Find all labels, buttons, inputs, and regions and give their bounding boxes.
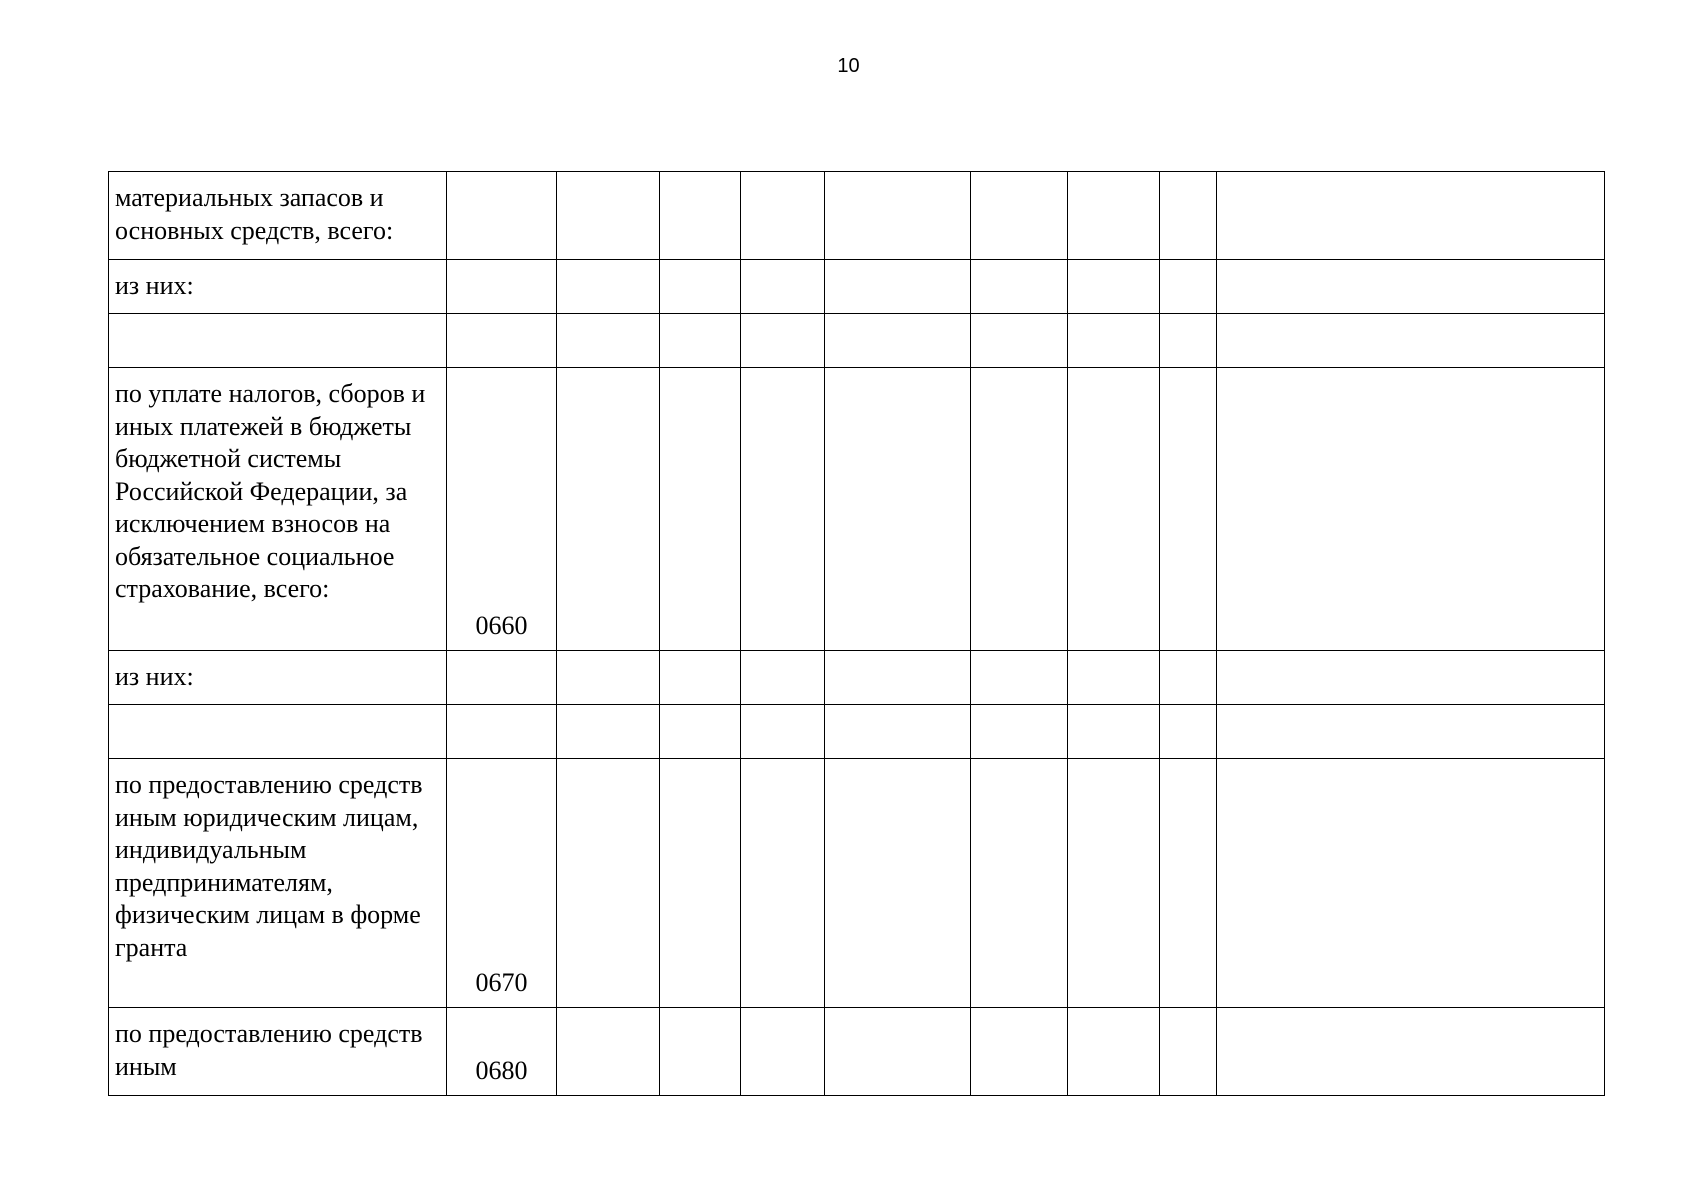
table-cell: [557, 368, 660, 651]
table-cell: [1217, 705, 1605, 759]
table-cell: [971, 314, 1068, 368]
table-cell: [660, 705, 741, 759]
table-cell: [825, 172, 971, 260]
table-cell: [825, 260, 971, 314]
table-cell: [557, 651, 660, 705]
table-cell: [741, 368, 825, 651]
table-cell: [971, 651, 1068, 705]
table-row: [109, 260, 1605, 314]
table-cell: [1068, 1008, 1160, 1096]
table-cell: [1217, 368, 1605, 651]
table-cell: [741, 759, 825, 1008]
table-row: [109, 759, 1605, 1008]
table-cell: [971, 759, 1068, 1008]
table-cell: [971, 1008, 1068, 1096]
table-cell: [557, 260, 660, 314]
row-code: [447, 314, 557, 368]
table-cell: [1068, 172, 1160, 260]
table-cell: [1160, 172, 1217, 260]
table-cell: [557, 759, 660, 1008]
table-row: [109, 705, 1605, 759]
row-code: 0670: [447, 759, 557, 1008]
table-cell: [660, 260, 741, 314]
table-cell: [1160, 260, 1217, 314]
table-cell: [741, 314, 825, 368]
table-cell: [825, 1008, 971, 1096]
table-row: [109, 651, 1605, 705]
row-code: [447, 260, 557, 314]
row-label: по предоставлению средств иным юридическим лицам, индивидуальным предпринимателям, физическим лицам в форме гранта: [109, 759, 447, 1008]
table-cell: [660, 172, 741, 260]
table-cell: [1068, 260, 1160, 314]
table-cell: [741, 260, 825, 314]
table-cell: [1068, 705, 1160, 759]
table-cell: [1068, 759, 1160, 1008]
row-label: из них:: [109, 260, 447, 314]
table-cell: [741, 172, 825, 260]
row-label: материальных запасов и основных средств, всего:: [109, 172, 447, 260]
row-label: по уплате налогов, сборов и иных платежей в бюджеты бюджетной системы Российской Федерации, за исключением взносов на обязательное социальное страхование, всего:: [109, 368, 447, 651]
table-cell: [1160, 1008, 1217, 1096]
row-label: по предоставлению средств иным: [109, 1008, 447, 1096]
table-cell: [1217, 651, 1605, 705]
table-cell: [1217, 759, 1605, 1008]
table-row: [109, 1008, 1605, 1096]
table-cell: [1068, 651, 1160, 705]
page-number: 10: [837, 55, 860, 77]
table-cell: [971, 172, 1068, 260]
table-cell: [1160, 759, 1217, 1008]
row-label: [109, 705, 447, 759]
table-cell: [557, 1008, 660, 1096]
table-cell: [660, 314, 741, 368]
table-cell: [1160, 651, 1217, 705]
table-row: [109, 368, 1605, 651]
table-row: [109, 314, 1605, 368]
table-cell: [971, 260, 1068, 314]
row-label: из них:: [109, 651, 447, 705]
table-cell: [1160, 705, 1217, 759]
table-cell: [660, 368, 741, 651]
row-code: 0660: [447, 368, 557, 651]
table-cell: [557, 172, 660, 260]
table-cell: [660, 651, 741, 705]
table-cell: [825, 759, 971, 1008]
table-cell: [825, 705, 971, 759]
table-cell: [1160, 314, 1217, 368]
row-code: [447, 651, 557, 705]
table-cell: [557, 705, 660, 759]
table-cell: [971, 705, 1068, 759]
table-cell: [825, 368, 971, 651]
table-cell: [741, 1008, 825, 1096]
table-cell: [1217, 1008, 1605, 1096]
table-cell: [825, 314, 971, 368]
report-table: [108, 171, 1605, 1096]
row-code: [447, 705, 557, 759]
table-cell: [557, 314, 660, 368]
table-cell: [660, 1008, 741, 1096]
table-cell: [741, 651, 825, 705]
row-code: [447, 172, 557, 260]
table-row: [109, 172, 1605, 260]
table-cell: [1068, 368, 1160, 651]
table-cell: [741, 705, 825, 759]
row-label: [109, 314, 447, 368]
table-cell: [660, 759, 741, 1008]
table-cell: [1217, 172, 1605, 260]
table-cell: [1068, 314, 1160, 368]
table-cell: [1217, 314, 1605, 368]
table-cell: [971, 368, 1068, 651]
table-cell: [1217, 260, 1605, 314]
table-cell: [1160, 368, 1217, 651]
row-code: 0680: [447, 1008, 557, 1096]
table-cell: [825, 651, 971, 705]
